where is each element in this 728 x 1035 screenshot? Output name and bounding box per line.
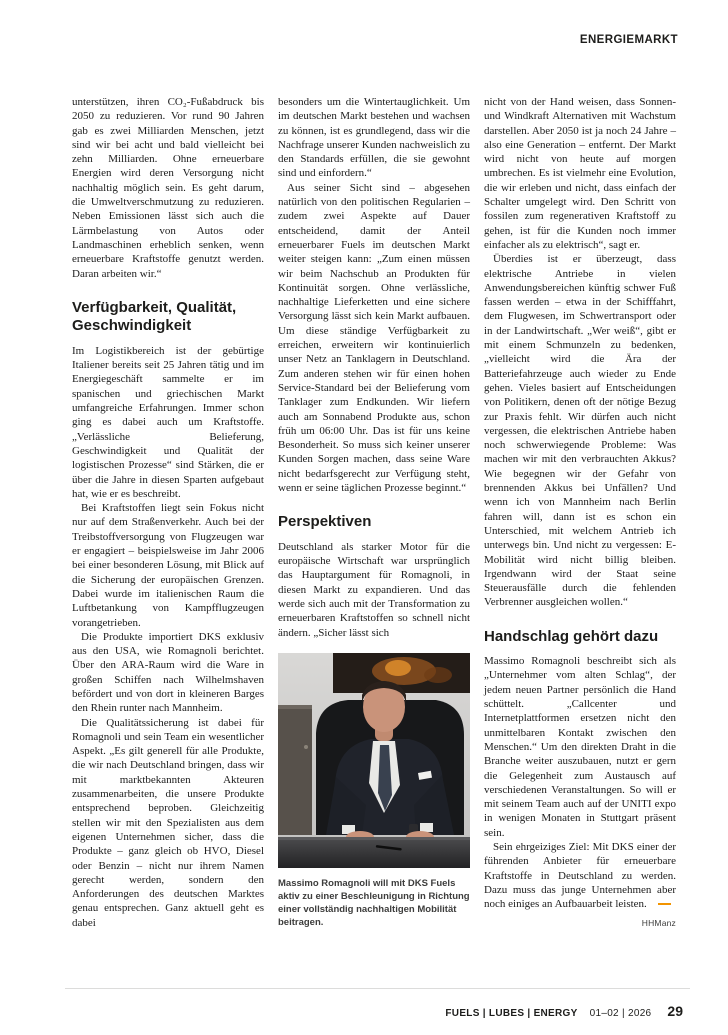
section-label: ENERGIEMARKT <box>579 34 678 46</box>
issue-label: 01–02 | 2026 <box>589 1008 652 1019</box>
paragraph: Massimo Romagnoli beschreibt sich als „Unternehmer vom alten Schlag“, der jedem neuen Partner persönlich die Hand schüttelt. „Callcenter und Internetplattformen ersetzen nicht den unmittelbaren Kontakt zwischen den Menschen.“ Um den direkten Draht in die Branche weiter auszubauen, nutzt er gern die Gelegenheit zum Austausch auf verschiedenen Veranstaltungen. So will er mit seinem Team auch auf der UNITI expo in wenigen Monaten in Stuttgart präsent sein. <box>484 655 676 839</box>
paragraph: Aus seiner Sicht sind – abgesehen natürlich von den politischen Regularien – zudem zwei Aspekte auf Dauer entscheidend, damit der Anteil erneuerbarer Fuels im deutschen Markt weiter steigen kann: „Zum einen müssen wir beim Nachschub an Produkten für Kontinuität sorgen. Ohne verlässliche, nachhaltige Lieferketten und eine sichere Versorgung lässt sich kein Markt aufbauen. Um diese ständige Verfügbarkeit zu erreichen, erweitern wir kontinuierlich unser Netz an Tanklagern in Deutschland. Zum anderen stehen wir für einen hohen Service-Standard bei der Belieferung vom Tanklager zum Endkunden. Wir liefern auch am Sonnabend Produkte aus, schon früh um 06:00 Uhr. Das ist für uns keine Besonderheit. So muss sich keiner unserer Kunden Sorgen machen, dass seine Ware nicht bedarfsgerecht zur Verfügung steht, wenn er seine täglichen Prozesse beginnt.“ <box>278 181 470 495</box>
page-number: 29 <box>667 1003 683 1019</box>
article-column-2 <box>278 95 470 929</box>
page-footer <box>65 1003 683 1019</box>
author-byline: HHManz <box>641 917 676 928</box>
article-column-3 <box>484 95 676 930</box>
paragraph: Deutschland als starker Motor für die europäische Wirtschaft war ursprünglich das Hauptargument für Romagnoli, in diesen Markt zu expandieren. Und das werde sich auch mit der Transformation zu erneuerbaren Kraftstoffen so schnell nicht ändern. „Sicher lässt sich <box>278 540 470 639</box>
closing-paragraph <box>484 840 676 928</box>
article-body <box>72 95 676 930</box>
closing-text: Sein ehrgeiziges Ziel: Mit DKS einer der führenden Anbieter für erneuerbare Kraftstoffe in Deutschland zu werden. Dazu muss das junge Unternehmen aber noch einiges an Aufbauarbeit leisten. <box>484 841 676 911</box>
portrait-photo <box>278 653 470 929</box>
paragraph: Bei Kraftstoffen liegt sein Fokus nicht nur auf dem Straßenverkehr. Auch bei der Treibstoffversorgung von Flugzeugen war er engagiert – beispielsweise im Jahr 2006 bei einer besonderen Lösung, mit Blick auf die Sicherung der europäischen Grenzen. Dabei wurde im italienischen Raum die Luftbetankung von Kampfflugzeugen vorangetrieben. <box>72 502 264 629</box>
paragraph: Die Qualitätssicherung ist dabei für Romagnoli und sein Team ein wesentlicher Aspekt. „Es gilt generell für alle Produkte, die wir nach Deutschland bringen, dass wir mit marktbekannten Akteuren zusammenarbeiten, die unsere Produkte entsprechend beproben. Gleichzeitig stellen wir mit den Spezialisten aus dem eigenen Unternehmen sicher, dass die Produkte – ganz gleich ob HVO, Diesel oder Benzin – nicht nur ihrem Namen gerecht werden, sondern den Anforderungen des deutschen Marktes genau entsprechen. Ganz aktuell geht es dabei <box>72 716 264 929</box>
portrait-photo-illustration <box>278 653 470 868</box>
paragraph: nicht von der Hand weisen, dass Sonnen- und Windkraft Alternativen mit Wachstum darstellen. Aber 2050 ist ja noch 24 Jahre – also eine Generation – entfernt. Der Markt wird nicht von heute auf morgen umbrechen. Es ist vielmehr eine Evolution, die wir erleben und nicht, dass einfach der Schalter umgelegt wird. Den Schritt von fossilen zum regenerativen Kraftstoff zu gehen, ist für die Kunden noch immer einfacher als zu elektrisch“, sagt er. <box>484 96 676 251</box>
photo-caption: Massimo Romagnoli will mit DKS Fuels aktiv zu einer Beschleunigung in Richtung einer vollständig nachhaltigen Mobilität beitragen. <box>278 877 470 928</box>
paragraph: Die Produkte importiert DKS exklusiv aus den USA, wie Romagnoli berichtet. Über den ARA-Raum wird die Ware in großen Schiffen nach Wilhelmshaven befördert und von dort in kleineren Barges den Rhein runter nach Mannheim. <box>72 630 264 715</box>
paragraph: besonders um die Wintertauglichkeit. Um im deutschen Markt bestehen und wachsen zu können, ist es grundlegend, dass wir die Nachfrage unserer Kunden nachweislich zu den Standards erfüllen, die sie gewohnt sind und einfordern.“ <box>278 96 470 180</box>
paragraph: Im Logistikbereich ist der gebürtige Italiener bereits seit 25 Jahren tätig und im Energiegeschäft sammelte er im spanischen und griechischen Markt umfangreiche Erfahrungen. Immer schon ging es dabei auch um Kraftstoffe. „Verlässliche Belieferung, Geschwindigkeit und Qualität der logistischen Prozesse“ sind Stärken, die er über die Jahre in diesen Sparten aufgebaut hat, wie er es beschreibt. <box>72 344 264 500</box>
subheading-perspektiven: Perspektiven <box>278 513 372 531</box>
footer-divider <box>65 988 690 989</box>
paragraph: Überdies ist er überzeugt, dass elektrische Antriebe in vielen Anwendungsbereichen künftig schwer Fuß fassen werden – etwa in der Schifffahrt, dem Flugwesen, im Schwertransport oder in der Landwirtschaft. „Wer weiß“, gibt er mit einem Schmunzeln zu bedenken, „vielleicht wird die Ära der Batteriefahrzeuge auch wieder zu Ende gehen. Vieles basiert auf Entscheidungen von Politikern, denen oft der nötige Bezug zur Praxis fehlt. Wir dürfen auch nicht vergessen, die elektrischen Antriebe haben noch schwerwiegende Probleme: Was machen wir mit den verbrauchten Akkus? Wie begegnen wir der Gefahr von brennenden Akkus bei Unfällen? Und wenn ich von Mannheim nach Berlin fahren will, dann ist es schon ein Unterschied, mit welchem Antrieb ich unterwegs bin. Und nicht zu vergessen: E-Mobilität wird nicht billig bleiben. Irgendwann wird der Staat seine Steuerausfälle durch die fehlenden Verbrenner ausgleichen wollen.“ <box>484 253 676 609</box>
paragraph: unterstützen, ihren CO₂-Fußabdruck bis 2050 zu reduzieren. Vor rund 90 Jahren gab es zwei Milliarden Menschen, jetzt sind wir bei acht und bald vielleicht bei zehn Milliarden. Ohne erneuerbare Energien wird deren Versorgung nicht nachhaltig möglich sein. Es geht darum, die Umweltverschmutzung zu reduzieren. Neben Emissionen lässt sich auch die Lärmbelastung von Autos oder Landmaschinen erheblich senken, wenn erneuerbare Kraftstoffe genutzt werden. Daran arbeiten wir.“ <box>72 96 264 280</box>
magazine-title: FUELS | LUBES | ENERGY <box>445 1008 578 1019</box>
article-column-1 <box>72 95 264 930</box>
article-end-mark-icon <box>658 903 671 906</box>
subheading-handschlag: Handschlag gehört dazu <box>484 627 659 645</box>
subheading-verfuegbarkeit: Verfügbarkeit, Qualität, Geschwindigkeit <box>72 298 237 335</box>
